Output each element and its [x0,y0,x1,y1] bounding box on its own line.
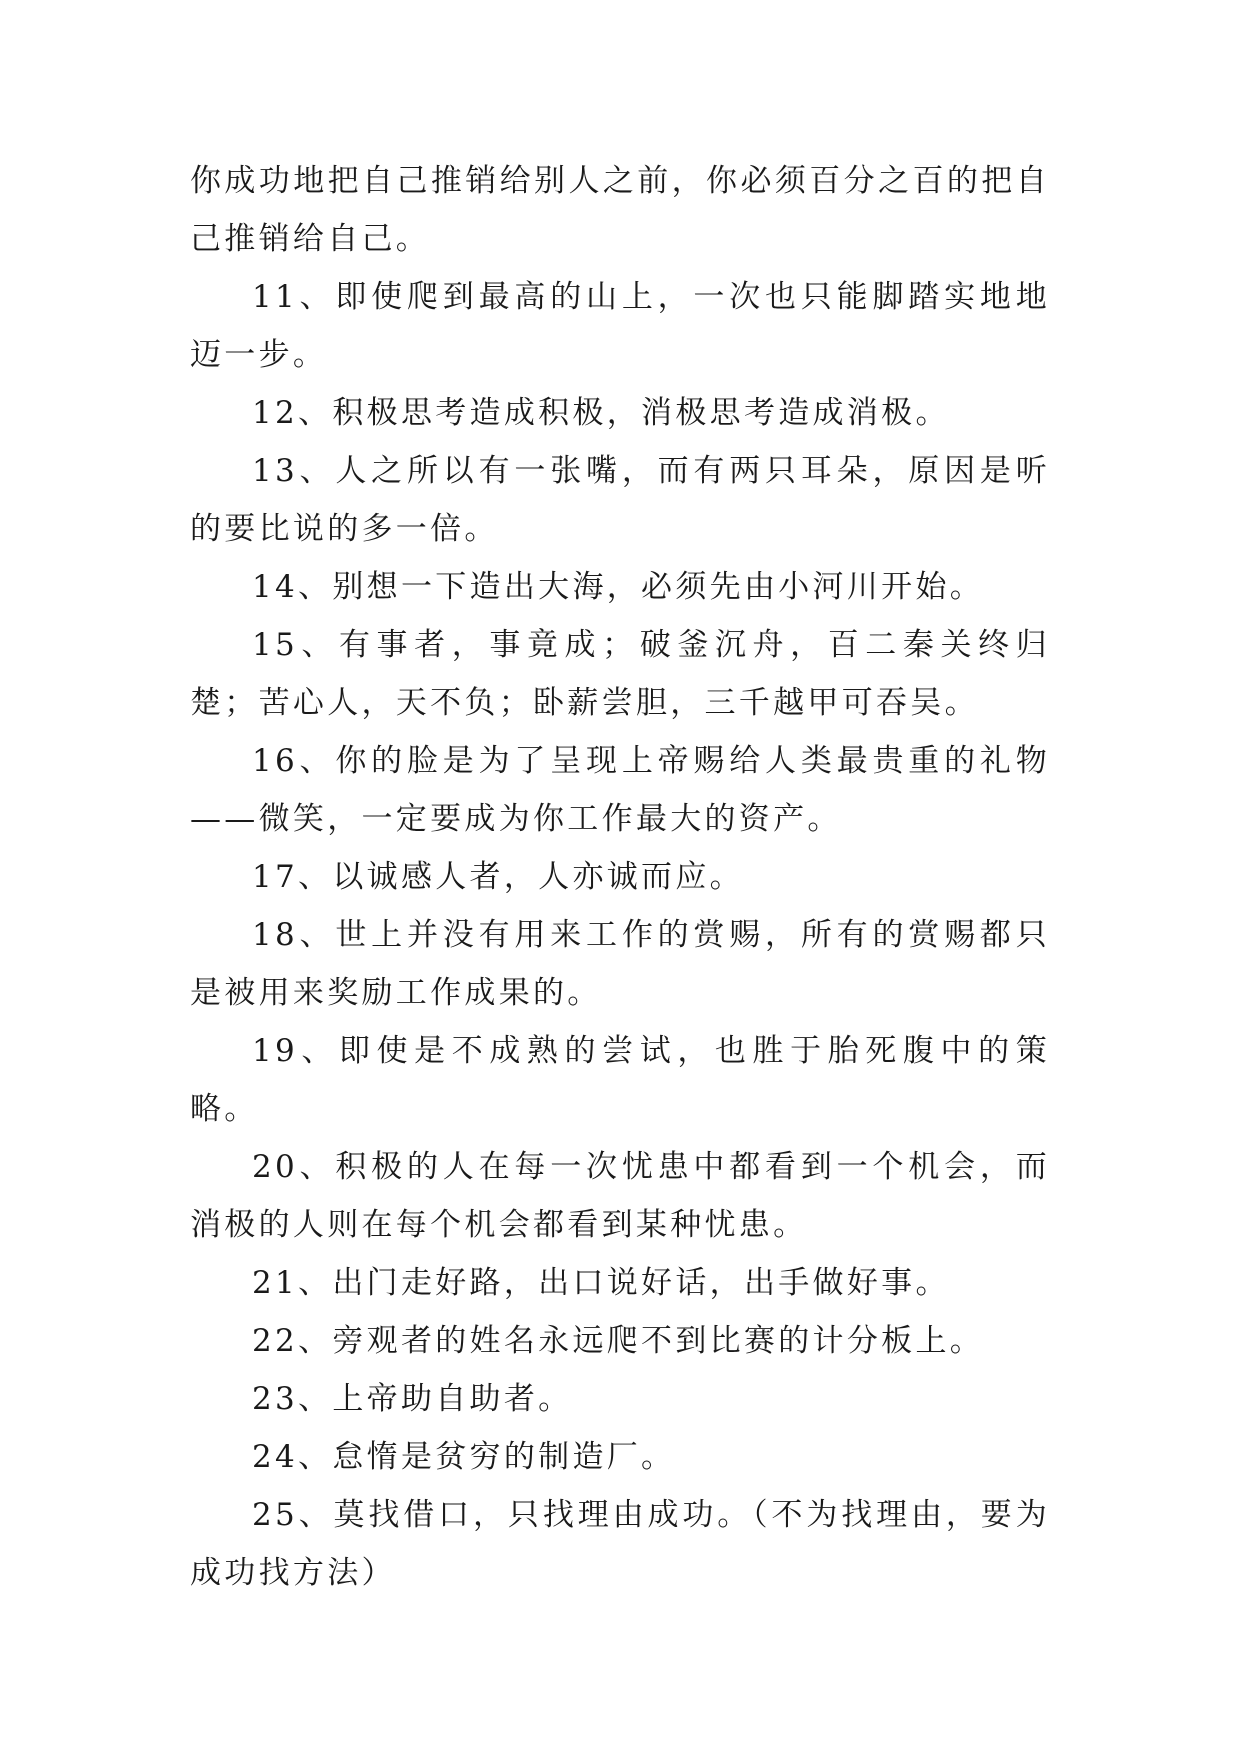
quote-19: 19、即使是不成熟的尝试，也胜于胎死腹中的策略。 [190,1033,1050,1127]
quote-25: 25、莫找借口，只找理由成功。（不为找理由，要为成功找方法） [190,1497,1050,1591]
quote-20: 20、积极的人在每一次忧患中都看到一个机会，而消极的人则在每个机会都看到某种忧患。 [190,1149,1050,1243]
quote-11: 11、即使爬到最高的山上，一次也只能脚踏实地地迈一步。 [190,279,1050,373]
quote-22: 22、旁观者的姓名永远爬不到比赛的计分板上。 [252,1323,985,1359]
quote-18: 18、世上并没有用来工作的赏赐，所有的赏赐都只是被用来奖励工作成果的。 [190,917,1050,1011]
quote-21: 21、出门走好路，出口说好话，出手做好事。 [252,1265,950,1301]
quote-14: 14、别想一下造出大海，必须先由小河川开始。 [252,569,985,605]
quote-17: 17、以诚感人者，人亦诚而应。 [252,859,744,895]
paragraph-continuation: 你成功地把自己推销给别人之前，你必须百分之百的把自己推销给自己。 [190,163,1050,257]
document-body [190,152,1050,1602]
quote-23: 23、上帝助自助者。 [252,1381,573,1417]
quote-12: 12、积极思考造成积极，消极思考造成消极。 [252,395,950,431]
quote-24: 24、怠惰是贫穷的制造厂。 [252,1439,676,1475]
quote-13: 13、人之所以有一张嘴，而有两只耳朵，原因是听的要比说的多一倍。 [190,453,1050,547]
quote-15: 15、有事者，事竟成；破釜沉舟，百二秦关终归楚；苦心人，天不负；卧薪尝胆，三千越甲可吞吴。 [190,627,1050,721]
quote-16: 16、你的脸是为了呈现上帝赐给人类最贵重的礼物——微笑，一定要成为你工作最大的资产。 [190,743,1050,837]
